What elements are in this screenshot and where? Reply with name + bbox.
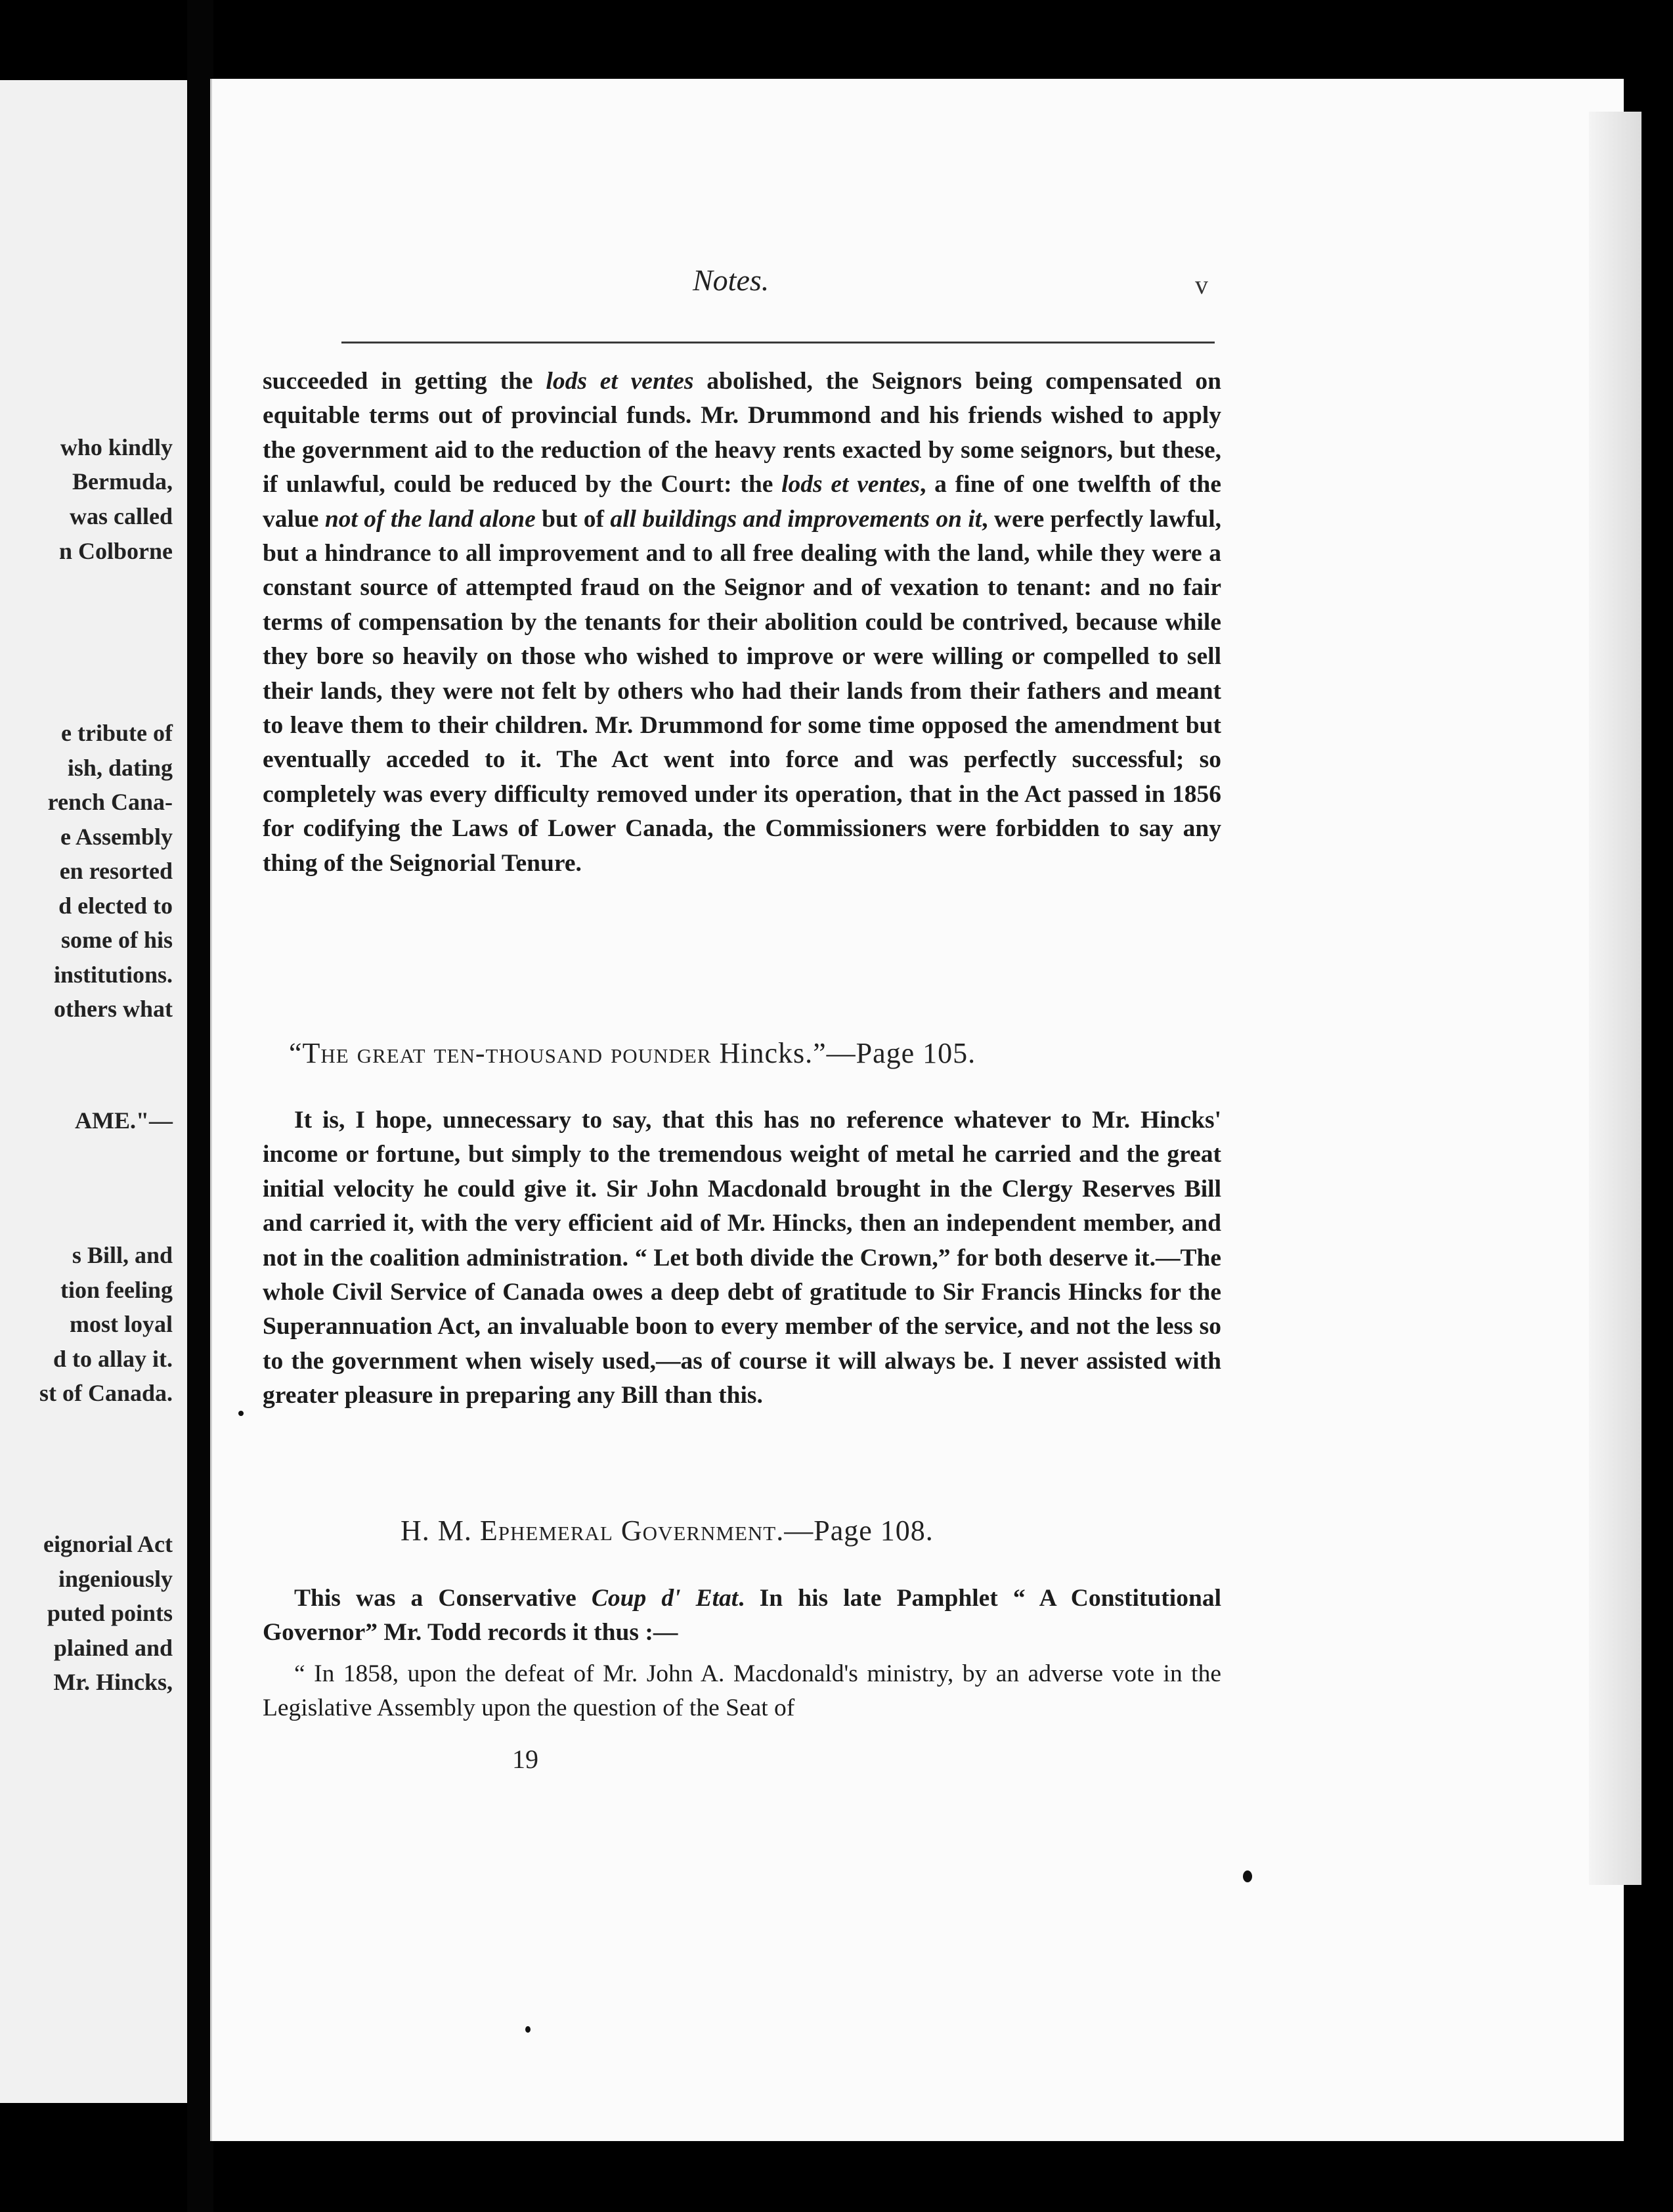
left-page-line: puted points (47, 1600, 173, 1626)
left-page-line: d elected to (58, 893, 173, 919)
text-run: . In his late Pamphlet “ A Constitutional Governor” Mr. Todd records it thus :— (263, 1585, 1221, 1647)
book-gutter (187, 0, 213, 2212)
left-page-line: en resorted (59, 858, 173, 884)
text-run: It is, I hope, unnecessary to say, that this has no reference whatever to Mr. Hincks' income or fortune, but simply to the tremendous weight of metal he carried and the great initial velocity he could give it. Sir John Macdonald brought in the Clergy Reserves Bill and carried it, with the very efficient aid of Mr. Hincks, then an independent member, and not in the coalition administration. “ Let both divide the Crown,” for both deserve it.—The whole Civil Service of Canada owes a deep debt of gratitude to Sir Francis Hincks for the Superannuation Act, an invaluable boon to every member of the service, and not the less so to the government when wisely used,—as of course it will always be. I never assisted with greater pleasure in preparing any Bill than this. (263, 1107, 1221, 1409)
left-page-line: s Bill, and (72, 1242, 173, 1268)
page-edge-shadow (1589, 112, 1641, 1885)
left-page-line: d to allay it. (53, 1346, 173, 1372)
italic-run: all buildings and improvements on it (610, 505, 982, 533)
italic-run: Coup d' Etat (591, 1585, 739, 1612)
left-page-line: e tribute of (61, 720, 173, 746)
paragraph-coup-d-etat (263, 1582, 1221, 1650)
left-page-line: was called (70, 503, 173, 529)
text-run: “ In 1858, upon the defeat of Mr. John A. Macdonald's ministry, by an adverse vote in the Legislative Assembly upon the question of the Seat of (263, 1660, 1221, 1722)
text-run: , a fine of one twelfth of the value (263, 471, 1221, 533)
left-page-line: e Assembly (60, 824, 173, 850)
left-page-line: ish, dating (67, 755, 173, 781)
heading-prefix: H. M. (401, 1515, 480, 1547)
running-header-title: Notes. (693, 263, 770, 297)
text-run: This was a Conservative (294, 1585, 592, 1612)
page-numeral: v (1195, 270, 1208, 299)
left-page-line: who kindly (60, 434, 173, 460)
text-run: abolished, the Seignors being compensated on equitable terms out of provincial funds. Mr. Drummond and his friends wished to apply the government aid to the reduction of the heavy rents exacted by some seignors, but these, if unlawful, could be reduced by the Court: the (263, 368, 1221, 498)
left-page-line: eignorial Act (43, 1531, 173, 1557)
heading-small-caps: The great ten-thousand pounder (302, 1037, 712, 1069)
ink-speck (1243, 1870, 1252, 1882)
left-page-line: plained and (53, 1635, 173, 1661)
heading-page-ref: —Page 108. (784, 1515, 934, 1547)
left-page-line: rench Cana- (47, 789, 173, 815)
header-rule (341, 342, 1215, 343)
heading-small-caps: Ephemeral Government. (479, 1515, 785, 1547)
section-1-text (263, 365, 1221, 881)
signature-mark: 19 (512, 1744, 538, 1774)
italic-run: lods et ventes (781, 471, 921, 498)
left-page-line: some of his (61, 927, 173, 953)
left-page-line: tion feeling (60, 1277, 173, 1303)
left-page-line: AME."— (75, 1107, 173, 1134)
left-page-line: institutions. (53, 962, 173, 988)
left-page-line: Bermuda, (72, 468, 173, 495)
heading-open-quote: “ (289, 1037, 303, 1069)
heading-page-ref: ”—Page 105. (813, 1037, 976, 1069)
heading-ephemeral-government (0, 1514, 1673, 1547)
text-run: succeeded in getting the (263, 368, 546, 395)
ink-speck (238, 1411, 244, 1416)
paragraph-seignorial-tenure (263, 365, 1221, 881)
heading-ten-thousand-pounder (0, 1036, 1673, 1070)
left-page-fragment (0, 80, 187, 2103)
left-page-line: Mr. Hincks, (53, 1669, 173, 1695)
italic-run: not of the land alone (324, 505, 536, 533)
left-page-line: others what (54, 996, 173, 1022)
section-2-text (263, 1103, 1221, 1413)
text-run: but of (535, 505, 611, 533)
heading-name: Hincks. (711, 1037, 814, 1069)
left-page-line: n Colborne (58, 538, 173, 564)
paragraph-todd-quote (263, 1657, 1221, 1726)
text-run: , were perfectly lawful, but a hindrance to all improvement and to all free dealing with the land, while they were a constant source of attempted fraud on the Seignor and of vexation to tenant: and no fair terms of compensation by the tenants for their abolition could be contrived, because while they bore so heavily on those who wished to improve or were willing or compelled to sell their lands, they were not felt by others who had their lands from their fathers and meant to leave them to their children. Mr. Drummond for some time opposed the amendment but eventually acceded to it. The Act went into force and was perfectly successful; so completely was every difficulty removed under its operation, that in the Act passed in 1856 for codifying the Laws of Lower Canada, the Commissioners were forbidden to say any thing of the Seignorial Tenure. (263, 505, 1221, 877)
ink-speck (525, 2026, 531, 2033)
left-page-line: ingeniously (58, 1566, 173, 1592)
italic-run: lods et ventes (546, 368, 694, 395)
left-page-line: st of Canada. (39, 1380, 173, 1406)
left-page-line: most loyal (70, 1311, 173, 1337)
section-3-text (263, 1582, 1221, 1726)
paragraph-hincks (263, 1103, 1221, 1413)
